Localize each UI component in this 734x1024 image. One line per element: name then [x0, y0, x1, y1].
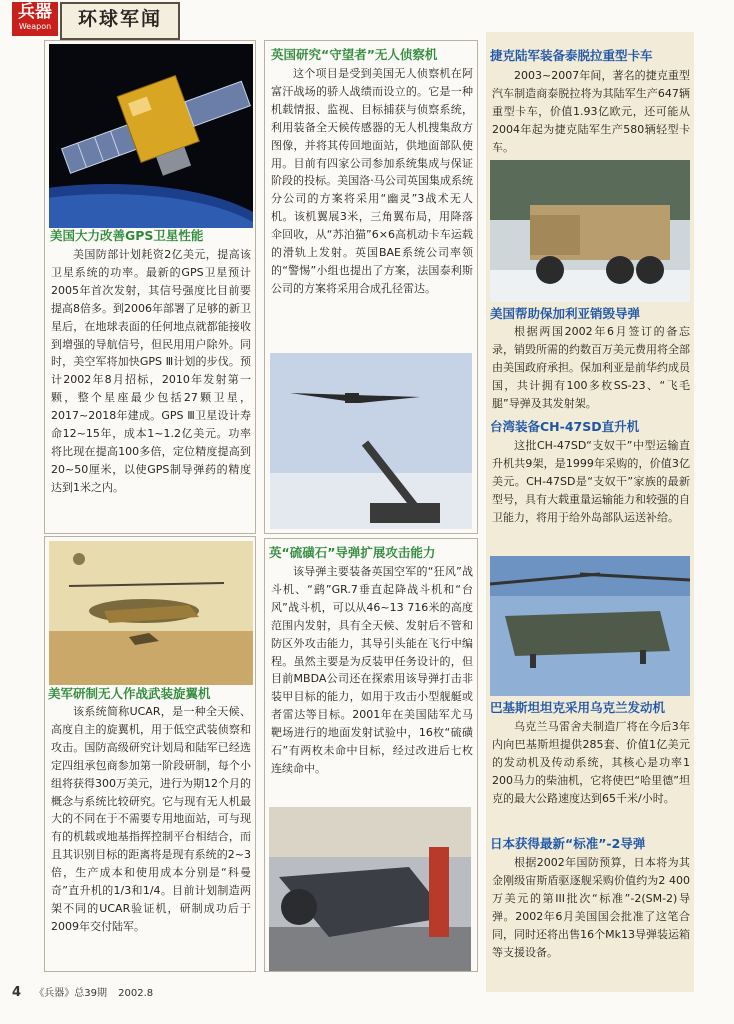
ch47-body: 这批CH-47SD“支奴干”中型运输直升机共9架，是1999年采购的，价值3亿美元。CH-47SD是“支奴干”家族的最新型号，具有大载重量运输能力和较强的自卫能力，将用于给外岛部队运送补给。 — [492, 439, 690, 524]
gps-article — [44, 40, 256, 534]
watchkeeper-title: 英国研究“守望者”无人侦察机 — [271, 47, 438, 62]
ukraine-body: 乌克兰马雷舍夫制造厂将在今后3年内向巴基斯坦提供285套、价值1亿美元的发动机及传动系统，其核心是功率1 200马力的柴油机，它将使巴“哈里德”坦克的最大公路速度达到65千米/小时。 — [492, 720, 690, 805]
tatra-body: 2003~2007年间，著名的捷克重型汽车制造商泰脱拉将为其陆军生产647辆重型卡车，价值1.93亿欧元，还可能从2004年起为捷克陆军生产580辆轻型卡车。 — [492, 69, 690, 154]
logo-cn: 兵器 — [18, 2, 52, 22]
gps-title: 美国大力改善GPS卫星性能 — [50, 228, 204, 243]
issue-label: 《兵器》总39期 — [34, 988, 107, 999]
uav-launch-image — [270, 353, 472, 529]
ch47-helicopter-image — [490, 556, 690, 696]
brimstone-article — [264, 538, 478, 972]
magazine-logo — [12, 2, 176, 36]
gps-body: 美国防部计划耗资2亿美元，提高该卫星系统的功率。最新的GPS卫星预计2005年首次发射，其信号强度比目前要提高8倍多。到2006年部署了足够的新卫星后，在地球表面的任何地点就都能接收到增强的导航信号，但民用用户除外。同时，美空军将加快GPS Ⅲ计划的步伐。预计2002年8月招标，2010年发射第一颗，整个星座最少包括27颗卫星，2017~2018年建成。GPS Ⅲ卫星设计寿命12~15年，成本1~1.2亿美元。功率将比现在提高100多倍，定位精度提高到20~50厘米，以使GPS制导弹药的精度达到1米之内。 — [51, 248, 251, 494]
stinger-body: 根据两国2002年6月签订的备忘录，销毁所需的约数百万美元费用将全部由美国政府承担。保加利亚是前华约成员国，共计拥有100多枚SS-23、“飞毛腿”导弹及其发射架。 — [492, 325, 690, 410]
ucar-body: 该系统简称UCAR，是一种全天候、高度自主的旋翼机，用于低空武装侦察和攻击。国防高级研究计划局和陆军已经选定四组承包商参加第一阶段研制，每个小组将获得300万美元，进行为期12个月的概念与系统比较研究。它与现有无人机最大的不同在于不需要专用地面站，可与现有的机载或地基指挥控制平台相结合，而且其识别目标的距离将是现有系统的2~3倍，生产成本和使用成本分别是“科曼奇”直升机的1/3和1/4。目前计划制造两架不同的UCAR验证机，研制成功后于2009年交付陆军。 — [51, 705, 251, 933]
brimstone-title: 英“硫磺石”导弹扩展攻击能力 — [269, 545, 436, 560]
page-footer — [12, 984, 153, 1000]
ukraine-title: 巴基斯坦坦克采用乌克兰发动机 — [490, 700, 666, 715]
ucar-article — [44, 536, 256, 972]
sm2-title: 日本获得最新“标准”-2导弹 — [490, 836, 646, 851]
ucar-illustration — [49, 541, 253, 685]
ucar-title: 美军研制无人作战武装旋翼机 — [48, 686, 211, 701]
watchkeeper-article — [264, 40, 478, 534]
page-number: 4 — [12, 985, 22, 1000]
watchkeeper-body: 这个项目是受到美国无人侦察机在阿富汗战场的骄人战绩而设立的。它是一种机载情报、监视、目标捕获与侦察系统，利用装备全天候传感器的无人机搜集敌方图像，并将其传回地面站，供地面部队使用。目前有四家公司参加系统集成与保证阶段的投标。美国洛·马公司英国集成系统分公司的方案将采用“幽灵”3战术无人机。该机翼展3米，三角翼布局，用降落伞回收，从“苏泊猫”6×6高机动卡车运载的滑轨上发射。英国BAE系统公司率领的“警惕”小组也提出了方案，法国泰利斯公司的方案将采用合成孔径雷达。 — [271, 67, 473, 295]
logo-en: Weapon — [18, 22, 52, 31]
stinger-title: 美国帮助保加利亚销毁导弹 — [490, 306, 641, 321]
tatra-title: 捷克陆军装备泰脱拉重型卡车 — [490, 48, 653, 63]
section-title: 环球军闻 — [60, 2, 180, 40]
tatra-truck-image — [490, 160, 690, 302]
gps-satellite-image — [49, 44, 253, 228]
sm2-body: 根据2002年国防预算，日本将为其金刚级宙斯盾驱逐舰采购价值约为2 400万美元的第III批次“标准”-2(SM-2)导弹。2002年6月美国国会批准了这笔合同，同时还将出售16个Mk13导弹装运箱等支援设备。 — [492, 856, 690, 959]
harrier-jet-image — [269, 807, 471, 971]
ch47-title: 台湾装备CH-47SD直升机 — [490, 419, 640, 434]
logo-red-box — [12, 2, 58, 36]
brimstone-body: 该导弹主要装备英国空军的“狂风”战斗机、“鹞”GR.7垂直起降战斗机和“台风”战斗机，可以从46~13 716米的高度范围内发射，具有全天候、发射后不管和防区外攻击能力，其导引头能在飞行中编程。虽然主要是为反装甲任务设计的，但目前MBDA公司还在探索用该导弹打击非装甲目标的能力，如用于攻击小型舰艇或者雷达等目标。2001年在美国陆军尤马靶场进行的地面发射试验中，16枚“硫磺石”有两枚未命中目标，经过改进后七枚连续命中。 — [271, 565, 473, 775]
issue-date: 2002.8 — [118, 988, 154, 999]
